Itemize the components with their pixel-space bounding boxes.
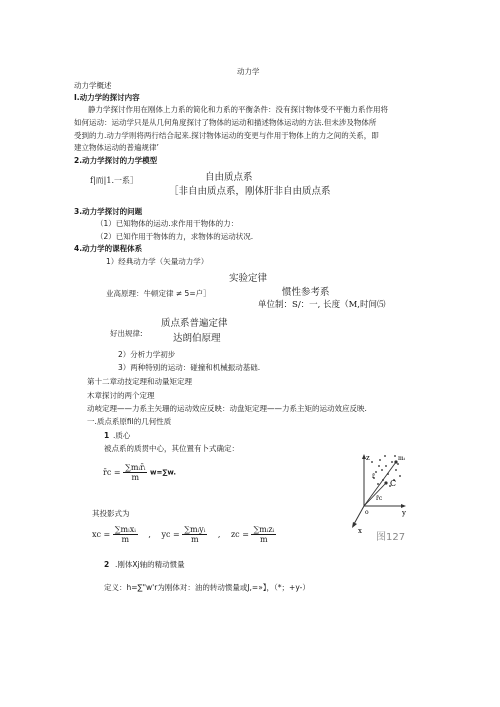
unit-system: 单位制：S/：一, 长度（M,时间⑸ [258,300,386,310]
subsection-1-title: .质心 [113,431,131,440]
yc-denominator: m [190,535,199,544]
zc-denominator: m [260,535,268,544]
experimental-law: 实验定律 [229,273,268,284]
xc-denominator: m [121,535,130,544]
inertial-frame: 惯性参考系 [282,287,330,298]
xc-fraction [113,525,138,544]
projection-formulas [92,525,312,544]
formula-lhs: r̄c = [103,468,121,477]
yc-numerator: ∑mᵢyᵢ [184,525,206,534]
zc-lhs: zc = [230,530,249,539]
label-z: z [366,454,370,462]
label-rc: r̄c [376,495,383,502]
yc-lhs: yc = [161,530,180,539]
page-title: 动力学 [237,67,260,76]
zc-numerator: ∑mᵢzᵢ [253,525,275,534]
center-of-mass-point [384,481,387,484]
section-1-heading: I.动力学的探讨内容 [74,93,140,102]
question-1: （1）已知物体的运动.求作用干物体的力： [96,219,239,228]
model-free-system: 自由质点系 [205,172,253,183]
formula-numerator: ∑mᵢr̄ᵢ [125,463,146,472]
model-nonfree-system: ［非自由质点系，刚体肝非自由质点系 [169,186,331,197]
section-geometry-heading: 一.质点系原fil的几何性质 [87,417,172,426]
chapter-12-heading: 第十二章动技定理和动量矩定理 [87,377,192,386]
x-axis [354,506,364,524]
formula-rhs: w=∑w. [150,468,177,477]
figure-caption: 图127 [376,532,406,543]
section-2-heading: 2.动力学探讨的力学模型 [74,156,158,165]
paragraph-line: 受到的力.动力学则将两行结合起来.探讨物体运动的变更与作用于物体上的力之间的关系，即 [74,131,379,140]
label-o: o [365,509,369,516]
chapter-12-description: 动岐定理——力系主矢珊的运动效应反映：动盘矩定理——力系主矩的运动效应反映. [87,404,367,413]
particle-system-theorem: 质点系普遍定律 [161,318,228,329]
formula-denominator: m [131,473,140,482]
label-c: C [390,479,397,488]
subsection-1-description: 被点系的质贯中心，其位置有卜式确定： [104,444,239,453]
question-2: （2）已知作用于物体的力，求物体的运动状况. [96,232,254,241]
section-4-heading: 4.动力学的课程体系 [74,244,143,253]
chapter-12-subheading: 木章探讨的两个定理 [87,391,155,400]
subsection-1-number: 1 [104,431,110,440]
particle-system-figure [350,440,410,535]
zc-fraction [251,525,276,544]
good-law-label: 好出规律: [110,329,143,338]
subsection-2-title: .刚体Xj轴的精动惯量 [115,560,185,569]
course-item-2: 2）分析力学初步 [118,350,176,359]
label-ri: r̄ [372,473,375,480]
overview-heading: 动力学概述 [74,81,112,90]
paragraph-line: 静力学探讨作用在刚体上力系的简化和力系的平衡条件：没有探讨物体受不平衡力系作用将 [88,105,388,114]
center-of-mass-formula [103,463,176,482]
model-left: f|而|1.一系］ [90,176,138,185]
y-arrow-icon [401,504,406,508]
high-principle: 业高原理：牛顿定律 ≠ 5=户］ [106,289,211,298]
formula-fraction [123,463,147,482]
yc-fraction [182,525,207,544]
label-x: x [358,527,362,535]
label-y: y [402,509,406,517]
projection-label: 其投影式为 [92,509,130,518]
comma: , [217,530,221,539]
moment-of-inertia-definition: 定义：h=∑"w'r为刚体对：油的转动惯量或J,=»】，（*；+y-） [104,583,310,592]
subsection-2-number: 2 [104,560,110,569]
course-item-3: 3）两种特别的运动：碰撞和机械振动基础. [118,363,261,372]
xc-lhs: xc = [92,530,111,539]
paragraph-line: 如何运动：运动学只是从几何角度探讨了物体的运动和描述物体运动的方法.但未涉及物体所 [74,118,377,127]
course-item-1: 1）经典动力学（矢量动力学） [106,257,209,266]
x-arrow-icon [352,522,357,528]
xc-numerator: ∑mᵢxᵢ [114,525,136,534]
comma: , [148,530,151,539]
label-mi: mᵢ [398,455,405,462]
paragraph-line: 建立物体运动的普遍规律’ [74,143,159,152]
section-3-heading: 3.动力学探讨的问题 [74,207,143,216]
dalembert-principle: 达朗伯原理 [173,333,221,344]
